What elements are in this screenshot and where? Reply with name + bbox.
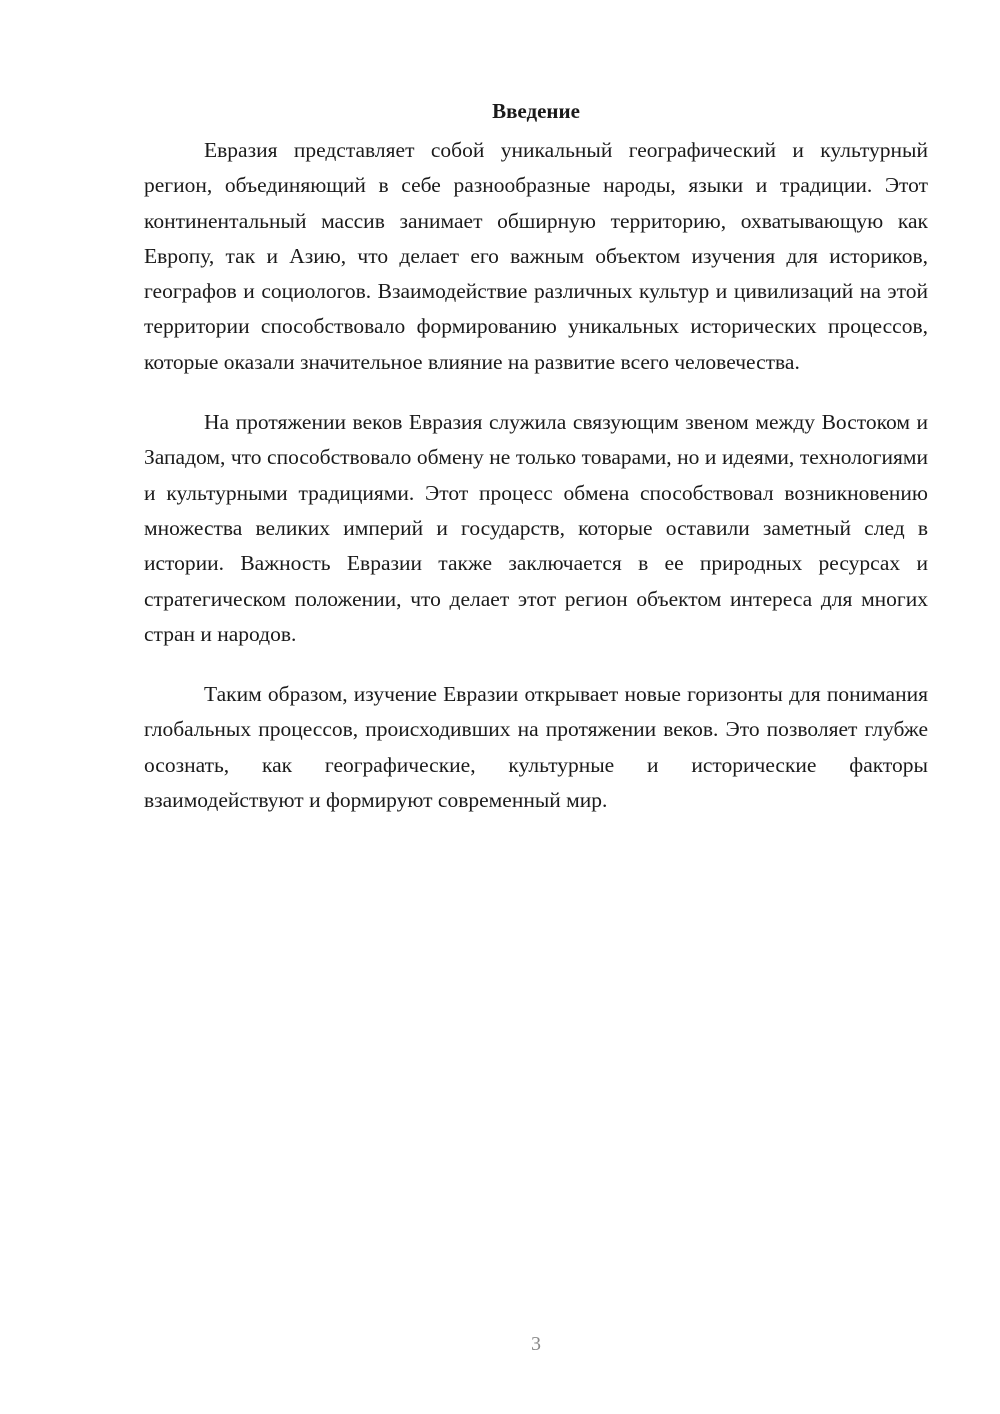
- page-number: 3: [531, 1333, 541, 1355]
- paragraph-3: Таким образом, изучение Евразии открывает новые горизонты для понимания глобальных процессов, происходивших на протяжении веков. Это позволяет глубже осознать, как географические, культурные и исторические факторы взаимодействуют и формируют современный мир.: [144, 682, 928, 813]
- section-title: Введение: [492, 99, 580, 123]
- paragraph-1: Евразия представляет собой уникальный географический и культурный регион, объединяющий в себе разнообразные народы, языки и традиции. Этот континентальный массив занимает обширную территорию, охватывающую как Европу, так и Азию, что делает его важным объектом изучения для историков, географов и социологов. Взаимодействие различных культур и цивилизаций на этой территории способствовало формированию уникальных исторических процессов, которые оказали значительное влияние на развитие всего человечества.: [144, 138, 928, 374]
- paragraph-2: На протяжении веков Евразия служила связующим звеном между Востоком и Западом, что способствовало обмену не только товарами, но и идеями, технологиями и культурными традициями. Этот процесс обмена способствовал возникновению множества великих империй и государств, которые оставили заметный след в истории. Важность Евразии также заключается в ее природных ресурсах и стратегическом положении, что делает этот регион объектом интереса для многих стран и народов.: [144, 410, 928, 646]
- page-content: [144, 96, 928, 843]
